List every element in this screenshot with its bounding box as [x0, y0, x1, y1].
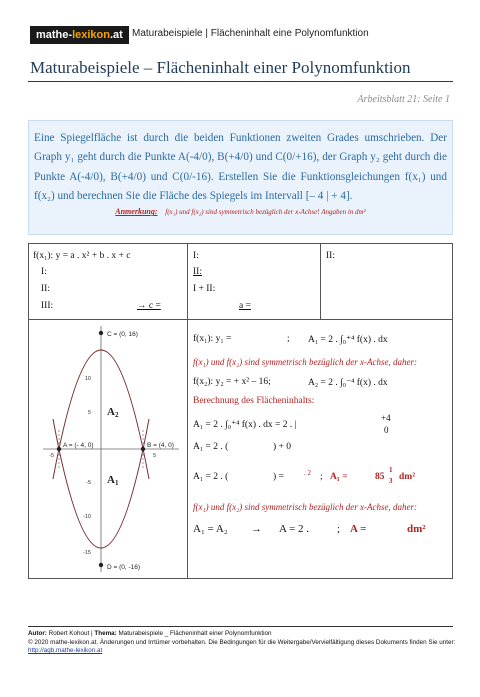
cell2-a-result: a =: [239, 301, 251, 311]
point-a: [57, 442, 94, 451]
footer-divider: [28, 626, 453, 627]
f1-equation: f(x₁): y₁ =: [193, 334, 232, 344]
total-area-label: A =: [350, 523, 367, 535]
footer-author-line: Autor: Robert Kohout | Thema: Maturabeispiele _ Flächeninhalt einer Polynomfunktion: [28, 630, 272, 637]
remark: [34, 207, 447, 216]
worksheet-grid: [28, 243, 453, 579]
footer: [28, 630, 458, 656]
cell2-line3: I + II:: [193, 284, 216, 294]
symmetry-note-1: f(x₁) und f(x₂) sind symmetrisch bezüglich der x-Achse, daher:: [193, 357, 417, 367]
sheet-label: Arbeitsblatt 21: Seite 1: [357, 94, 450, 105]
task-box: [28, 120, 453, 235]
cell1-line3: II:: [41, 284, 50, 294]
footer-copyright: © 2020 mathe-lexikon.at. Änderungen und Irrtümer vorbehalten. Die Bedingungen für die Weitergabe/Vervielfältigung dieses Dokuments finden Sie unter: http://agb.mathe-lexikon.at: [28, 638, 456, 655]
a1-step2-factor: . 2: [304, 469, 311, 477]
title-divider: [28, 81, 453, 82]
point-c: [99, 331, 138, 338]
a1-fraction-denominator: 3: [389, 477, 393, 485]
a1-integral-expanded: A₁ = 2 . ∫₀⁺⁴ f(x) . dx = 2 . |: [193, 420, 297, 430]
limit-upper: +4: [381, 413, 391, 423]
total-area-semicolon: ;: [337, 523, 341, 535]
symmetry-note-2: f(x₁) und f(x₂) sind symmetrisch bezüglich der x-Achse, daher:: [193, 502, 417, 512]
a1-result-unit: dm²: [399, 472, 416, 482]
page-title: Maturabeispiele – Flächeninhalt einer Polynomfunktion: [30, 58, 411, 77]
y-tick-10: 10: [84, 376, 91, 382]
a1-step2: A₁ = 2 . (: [193, 472, 229, 482]
cell1-line2: I:: [41, 267, 47, 277]
area-a2-label: A2: [107, 406, 119, 419]
y-tick-m5: -5: [86, 480, 91, 486]
area-calc-heading: Berechnung des Flächeninhalts:: [193, 396, 315, 406]
cell2-line2: II:: [193, 267, 202, 277]
breadcrumb: Maturabeispiele | Flächeninhalt eine Polynomfunktion: [132, 28, 369, 39]
f2-equation: f(x₂): y₂ = + x² – 16;: [193, 377, 271, 387]
cell1-line1: f(x₁): y = a . x² + b . x + c: [33, 251, 131, 261]
total-area-unit: dm²: [407, 523, 426, 535]
a1-result-value: 85: [375, 472, 385, 482]
point-b: [141, 442, 174, 451]
cell2-line1: I:: [193, 251, 199, 261]
cell3-line1: II:: [326, 251, 335, 261]
grid-col-divider: [187, 244, 188, 578]
y-tick-m10: -10: [83, 514, 91, 520]
a1-step2-eq: ) =: [273, 472, 284, 482]
remark-text: f(x₁) und f(x₂) sind symmetrisch bezüglich der x-Achse! Angaben in dm²: [165, 208, 366, 217]
svg-text:B = (4, 0): B = (4, 0): [147, 442, 174, 449]
grid-col-divider-2: [320, 244, 321, 319]
site-logo[interactable]: mathe-lexikon.at: [30, 26, 129, 44]
a2-integral: A₂ = 2 . ∫₀⁻⁴ f(x) . dx: [308, 378, 388, 388]
area-a1-label: A1: [107, 474, 119, 487]
a1-step1: A₁ = 2 . (: [193, 442, 229, 452]
point-d: [99, 563, 140, 571]
a1-fraction-numerator: 1: [389, 466, 393, 474]
a1-step1-rest: ) + 0: [273, 442, 292, 452]
a1-step2-semicolon: ;: [320, 472, 323, 482]
y-tick-5: 5: [87, 410, 91, 416]
remark-label: Anmerkung:: [115, 207, 158, 217]
f1-semicolon: ;: [287, 334, 290, 344]
limit-lower: 0: [384, 425, 389, 435]
cell1-line4: III:: [41, 301, 54, 311]
terms-link[interactable]: http://agb.mathe-lexikon.at: [28, 647, 103, 655]
svg-text:C = (0, 16): C = (0, 16): [107, 331, 138, 338]
a1-result-label: A₁ =: [330, 472, 348, 482]
svg-text:A = (- 4, 0): A = (- 4, 0): [63, 442, 94, 449]
x-tick-m5: -5: [49, 453, 54, 459]
a1-integral: A₁ = 2 . ∫₀⁺⁴ f(x) . dx: [308, 335, 388, 345]
cell1-c-result: → c =: [137, 301, 161, 311]
parabola-graph: [29, 320, 187, 578]
y-tick-m15: -15: [83, 550, 91, 556]
area-arrow: →: [251, 523, 262, 535]
svg-text:D = (0, -16): D = (0, -16): [107, 564, 141, 571]
task-text: Eine Spiegelfläche ist durch die beiden Funktionen zweiten Grades umschrieben. Der Graph y₁ geht durch die Punkte A(-4/0), B(+4/0) und C(0/+16), der Graph y₂ geht durch die Punkte A(-4/0), B(+4/0) und C(0/-16). Erstellen Sie die Funktionsgleichungen f(x₁) und f(x₂) und berechnen Sie die Fläche des Spiegels im Intervall [– 4 | + 4].: [34, 132, 447, 202]
total-area-formula: A = 2 .: [279, 523, 310, 535]
area-equality: A₁ = A₂: [193, 523, 228, 535]
x-tick-5: 5: [153, 453, 157, 459]
